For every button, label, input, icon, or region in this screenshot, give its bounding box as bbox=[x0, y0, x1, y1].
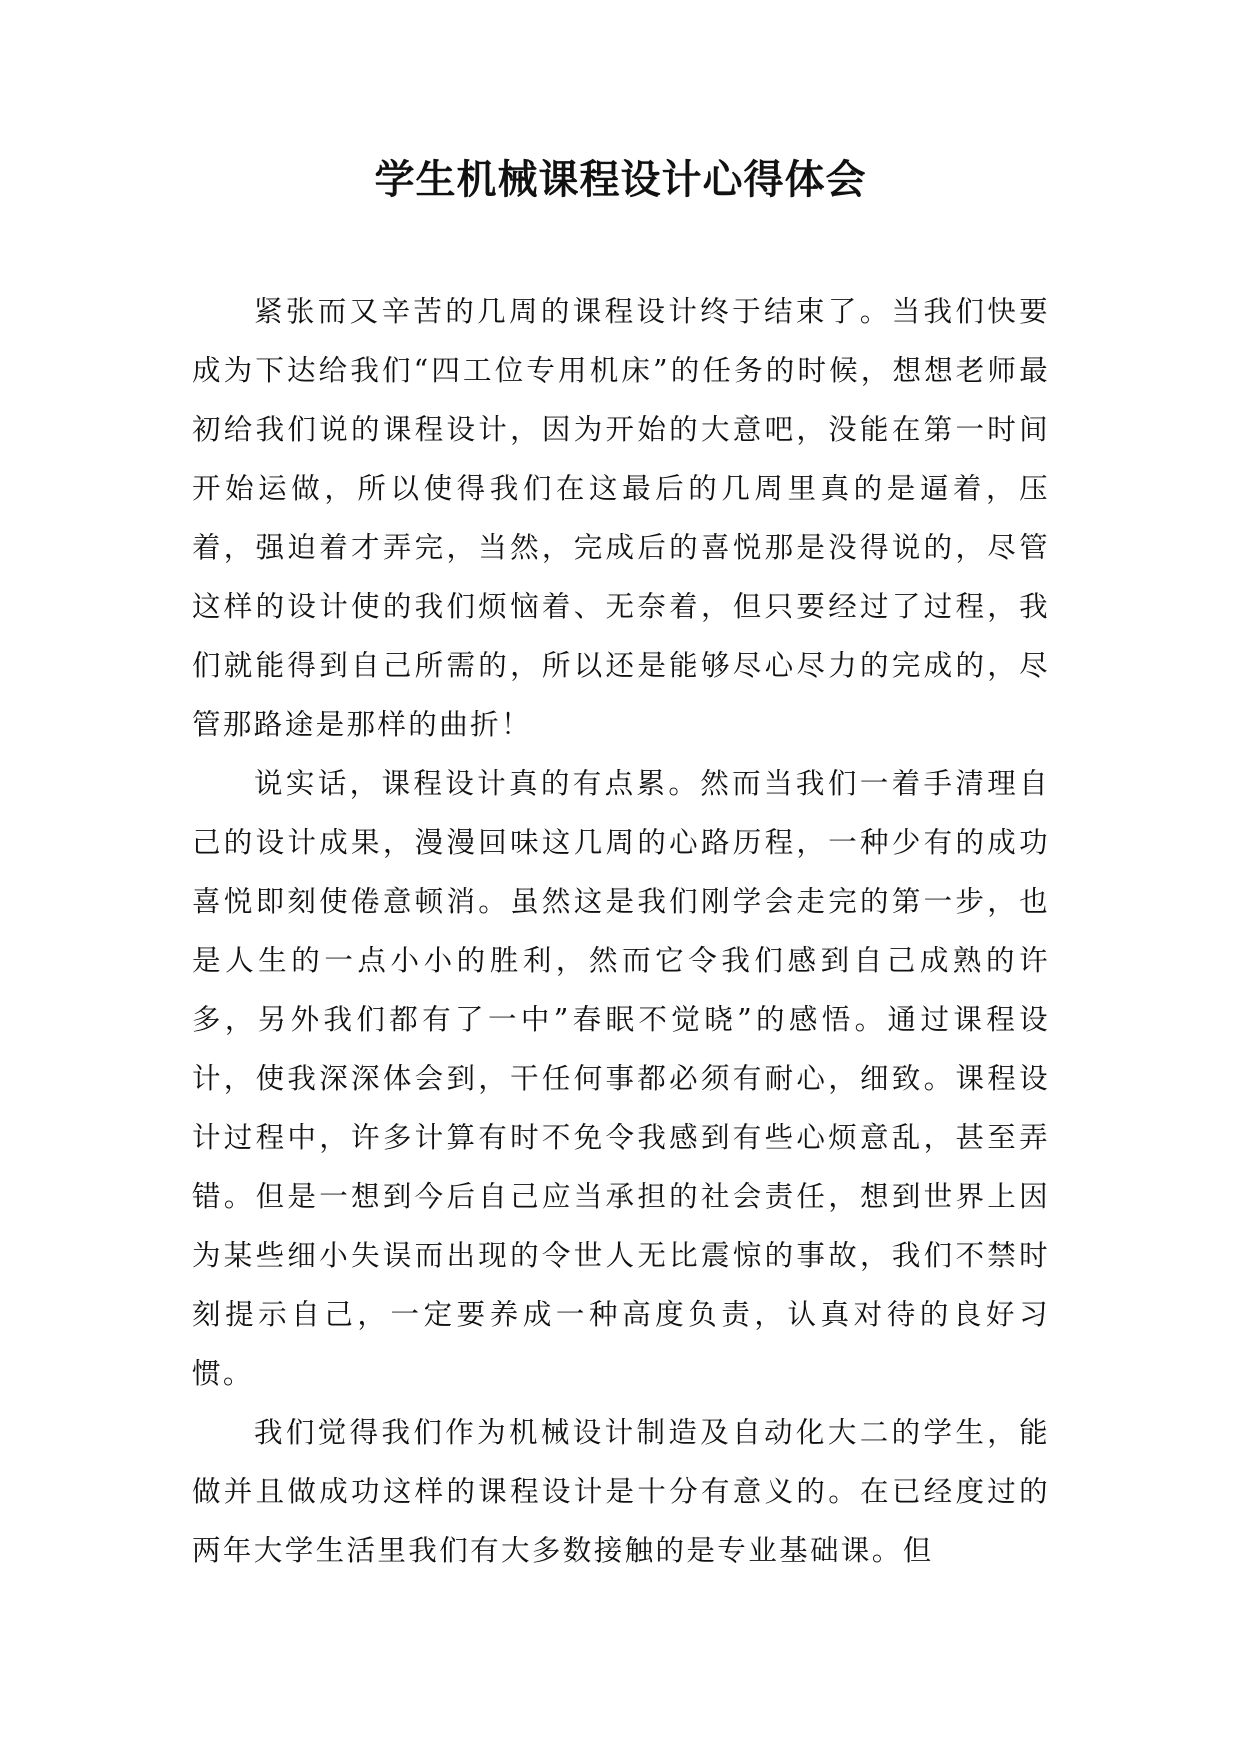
document-title: 学生机械课程设计心得体会 bbox=[374, 157, 867, 203]
document-body bbox=[192, 282, 1050, 1580]
paragraph-3: 我们觉得我们作为机械设计制造及自动化大二的学生，能做并且做成功这样的课程设计是十分有意义的。在已经度过的两年大学生活里我们有大多数接触的是专业基础课。但 bbox=[192, 1416, 1050, 1567]
paragraph-1: 紧张而又辛苦的几周的课程设计终于结束了。当我们快要成为下达给我们“四工位专用机床”的任务的时候，想想老师最初给我们说的课程设计，因为开始的大意吧，没能在第一时间开始运做，所以使得我们在这最后的几周里真的是逼着，压着，强迫着才弄完，当然，完成后的喜悦那是没得说的，尽管这样的设计使的我们烦恼着、无奈着，但只要经过了过程，我们就能得到自己所需的，所以还是能够尽心尽力的完成的，尽管那路途是那样的曲折！ bbox=[192, 295, 1050, 741]
paragraph-2: 说实话，课程设计真的有点累。然而当我们一着手清理自己的设计成果，漫漫回味这几周的心路历程，一种少有的成功喜悦即刻使倦意顿消。虽然这是我们刚学会走完的第一步，也是人生的一点小小的胜利，然而它令我们感到自己成熟的许多，另外我们都有了一中”春眠不觉晓”的感悟。通过课程设计，使我深深体会到，干任何事都必须有耐心，细致。课程设计过程中，许多计算有时不免令我感到有些心烦意乱，甚至弄错。但是一想到今后自己应当承担的社会责任，想到世界上因为某些细小失误而出现的令世人无比震惊的事故，我们不禁时刻提示自己，一定要养成一种高度负责，认真对待的良好习惯。 bbox=[192, 767, 1050, 1390]
